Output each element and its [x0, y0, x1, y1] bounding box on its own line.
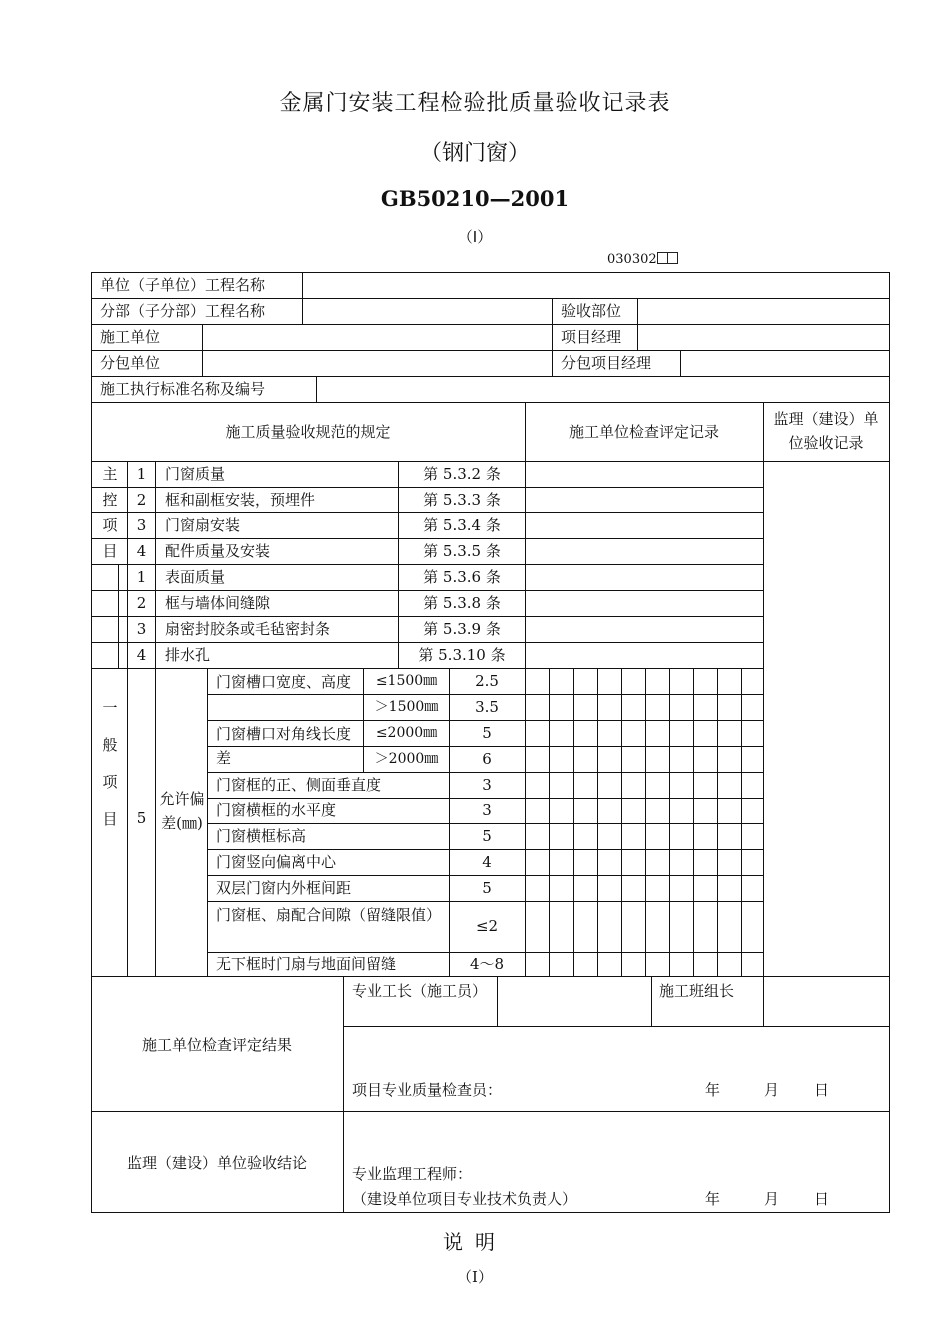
- tolerance-value: 2.5: [475, 671, 499, 690]
- table-rule: [207, 901, 764, 902]
- supervisor-record-header: 监理（建设）单位验收记录: [773, 410, 879, 452]
- date-year: 年: [705, 1190, 721, 1208]
- table-rule: [118, 564, 119, 669]
- tolerance-condition: ＞2000㎜: [374, 751, 439, 767]
- table-rule: [207, 668, 208, 977]
- main-item-clause: 第 5.3.5 条: [423, 542, 501, 560]
- general-item-name: 扇密封胶条或毛毡密封条: [165, 620, 331, 638]
- notes-title: 说明: [443, 1230, 507, 1254]
- table-rule: [343, 1026, 890, 1027]
- general-item-name: 表面质量: [165, 568, 226, 586]
- date-day: 日: [814, 1190, 830, 1208]
- table-rule: [621, 668, 622, 977]
- general-item-no: 2: [136, 594, 147, 612]
- tolerance-condition: ≤1500㎜: [375, 673, 438, 689]
- form-title: 金属门安装工程检验批质量验收记录表: [279, 91, 671, 116]
- general-item-no: 3: [136, 620, 147, 638]
- tolerance-value: 3.5: [475, 697, 499, 716]
- tolerance-item-name: 门窗槽口宽度、高度: [216, 673, 352, 691]
- main-group-char: 项: [102, 516, 118, 534]
- general-group-char: 一: [102, 699, 118, 717]
- general-item-clause: 第 5.3.10 条: [418, 646, 506, 664]
- table-rule: [637, 298, 638, 351]
- main-group-char: 目: [102, 541, 118, 560]
- table-rule: [651, 976, 652, 1027]
- subcontractor-label: 分包单位: [100, 354, 161, 372]
- table-rule: [763, 976, 764, 1027]
- table-rule: [549, 668, 550, 977]
- table-rule: [91, 324, 890, 325]
- tolerance-label: 允许偏差(㎜): [159, 790, 205, 832]
- spec-header: 施工质量验收规范的规定: [225, 423, 391, 441]
- team-leader-label: 施工班组长: [659, 982, 735, 1000]
- main-item-name: 门窗质量: [165, 465, 226, 483]
- acceptance-part-label: 验收部位: [561, 302, 622, 320]
- main-group-char: 主: [102, 465, 118, 483]
- general-item-name: 排水孔: [165, 646, 211, 664]
- tolerance-item-name: 双层门窗内外框间距: [216, 878, 352, 897]
- table-rule: [693, 668, 694, 977]
- part-number: （Ⅰ）: [457, 228, 493, 246]
- table-rule: [573, 668, 574, 977]
- general-item-clause: 第 5.3.8 条: [423, 594, 501, 612]
- conclusion-label: 监理（建设）单位验收结论: [126, 1154, 307, 1172]
- sub-project-manager-label: 分包项目经理: [561, 354, 652, 372]
- table-rule: [717, 668, 718, 977]
- table-rule: [597, 668, 598, 977]
- table-rule: [302, 272, 303, 325]
- tolerance-value: 3: [482, 775, 492, 794]
- tolerance-value: 4: [482, 852, 492, 871]
- form-subtitle: （钢门窗）: [419, 141, 530, 166]
- general-group-char: 项: [102, 773, 118, 791]
- table-rule: [525, 402, 526, 977]
- main-item-clause: 第 5.3.3 条: [423, 491, 501, 509]
- table-rule: [91, 564, 128, 565]
- owner-rep-label: （建设单位项目专业技术负责人）: [352, 1190, 578, 1208]
- table-rule: [343, 976, 344, 1213]
- standard-code: GB50210—2001: [380, 186, 570, 211]
- table-rule: [763, 402, 764, 977]
- tolerance-value: 5: [482, 826, 492, 845]
- main-item-no: 1: [136, 465, 147, 483]
- main-group-char: 控: [102, 490, 118, 509]
- date-month: 月: [764, 1190, 780, 1208]
- date-year: 年: [705, 1081, 721, 1099]
- table-rule: [91, 272, 92, 1213]
- unit-project-label: 单位（子单位）工程名称: [100, 276, 266, 294]
- tolerance-item-name: 门窗横框的水平度: [216, 801, 337, 819]
- check-result-label: 施工单位检查评定结果: [141, 1036, 292, 1054]
- table-rule: [91, 350, 890, 351]
- qc-inspector-label: 项目专业质量检查员：: [352, 1081, 503, 1099]
- table-rule: [91, 1111, 890, 1112]
- sub-project-label: 分部（子分部）工程名称: [100, 302, 266, 320]
- contractor-label: 施工单位: [100, 328, 161, 346]
- general-item-clause: 第 5.3.6 条: [423, 568, 501, 586]
- form-code: [607, 252, 678, 267]
- main-item-name: 门窗扇安装: [165, 516, 241, 534]
- main-item-no: 3: [136, 516, 147, 534]
- table-rule: [669, 668, 670, 977]
- table-rule: [202, 324, 203, 377]
- table-rule: [645, 668, 646, 977]
- general-item-clause: 第 5.3.9 条: [423, 620, 501, 638]
- table-rule: [680, 350, 681, 377]
- tolerance-value: 3: [482, 801, 492, 819]
- date-month: 月: [764, 1081, 780, 1099]
- tolerance-item-no: 5: [136, 809, 147, 827]
- tolerance-value: 5: [482, 723, 492, 742]
- tolerance-item-name: 门窗竖向偏离中心: [216, 852, 337, 871]
- tolerance-item-name: 门窗横框标高: [216, 826, 307, 845]
- table-rule: [741, 668, 742, 977]
- date-day: 日: [814, 1081, 830, 1099]
- general-item-name: 框与墙体间缝隙: [165, 594, 271, 612]
- tolerance-condition: ≤2000㎜: [375, 725, 438, 741]
- table-rule: [91, 402, 890, 403]
- main-item-name: 配件质量及安装: [165, 542, 271, 560]
- project-manager-label: 项目经理: [561, 328, 622, 346]
- main-item-name: 框和副框安装，预埋件: [165, 491, 316, 509]
- general-item-no: 4: [136, 646, 147, 664]
- tolerance-value: 4～8: [469, 954, 505, 973]
- general-item-no: 1: [136, 568, 147, 586]
- table-rule: [91, 1212, 890, 1213]
- notes-part: （Ⅰ）: [457, 1268, 493, 1286]
- general-group-char: 目: [102, 810, 118, 828]
- tolerance-item-name: 门窗槽口对角线长度差: [216, 725, 352, 767]
- tolerance-item-name: 无下框时门扇与地面间留缝: [216, 954, 397, 973]
- general-group-char: 般: [102, 736, 118, 754]
- tolerance-item-name: 门窗框的正、侧面垂直度: [216, 775, 382, 794]
- contractor-record-header: 施工单位检查评定记录: [568, 423, 719, 441]
- tolerance-condition: ＞1500㎜: [374, 699, 439, 715]
- main-item-clause: 第 5.3.4 条: [423, 516, 501, 534]
- main-item-no: 4: [136, 542, 147, 560]
- table-rule: [155, 461, 156, 977]
- tolerance-value: 5: [482, 878, 492, 897]
- table-rule: [889, 272, 890, 1213]
- form-code-number: 030302: [607, 252, 657, 267]
- code-box-icon: [667, 252, 678, 264]
- foreman-label: 专业工长（施工员）: [352, 982, 488, 1000]
- main-item-no: 2: [136, 491, 147, 509]
- tolerance-value: ≤2: [475, 917, 499, 935]
- standard-name-label: 施工执行标准名称及编号: [100, 380, 266, 398]
- supervisor-label: 专业监理工程师：: [352, 1165, 473, 1183]
- tolerance-value: 6: [482, 749, 492, 768]
- tolerance-item-name: 门窗框、扇配合间隙（留缝限值）: [216, 906, 442, 924]
- table-rule: [552, 298, 553, 377]
- table-rule: [497, 976, 498, 1027]
- main-item-clause: 第 5.3.2 条: [423, 465, 501, 483]
- table-rule: [316, 376, 317, 403]
